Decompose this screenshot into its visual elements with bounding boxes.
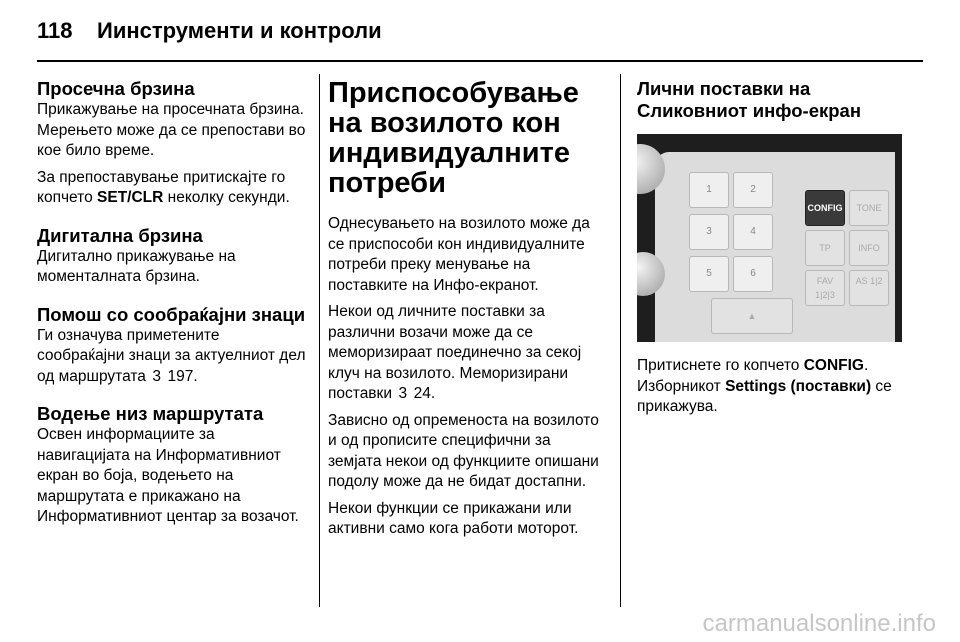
column-1 (37, 78, 307, 534)
eject-icon: ▲ (711, 298, 793, 334)
preset-key-4: 4 (733, 214, 773, 250)
preset-key-6: 6 (733, 256, 773, 292)
info-key: INFO (849, 230, 889, 266)
paragraph: За препоставување притискајте го копчето SET/CLR неколку секунди. (37, 168, 290, 206)
preset-key-2: 2 (733, 172, 773, 208)
paragraph: Дигитално прикажување на моменталната брзина. (37, 247, 236, 285)
page-header (37, 18, 382, 44)
main-section-title: Приспособување на возилото кон индивидуалните потреби (328, 77, 579, 199)
paragraph: Однесувањето на возилото може да се приспособи кон индивидуалните потреби преку менувањe на поставките на Инфо-екранот. (328, 215, 590, 294)
tp-key: TP (805, 230, 845, 266)
paragraph: Зависно од опременоста на возилото и од прописите специфични за земјата некои од функциите опишани подолу може да не бидат достапни. (328, 411, 599, 490)
paragraph: Притиснете го копчето CONFIG. (637, 357, 869, 374)
preset-key-3: 3 (689, 214, 729, 250)
section-title-route-guidance: Водење низ маршрутата (37, 403, 264, 424)
column-divider-1 (319, 74, 320, 607)
page-ref: 24. (413, 385, 436, 402)
preset-key-5: 5 (689, 256, 729, 292)
paragraph: Освен информациите за навигацијата на Информативниот екран во боја, водењето на маршрутата е прикажано на Информативниот центар за возачот. (37, 426, 299, 525)
page-ref: 197. (167, 367, 198, 385)
section-title-traffic-signs: Помош со сообраќајни знаци (37, 303, 306, 325)
button-name: SET/CLR (97, 189, 164, 206)
paragraph: Некои од личните поставки за различни возачи може да се меморизираат поединечно за секој клуч на возилото. Меморизирани поставки 3 24. (328, 302, 603, 405)
preset-key-1: 1 (689, 172, 729, 208)
chapter-title: Иинструменти и контроли (97, 18, 382, 43)
fav-key: FAV 1|2|3 (805, 270, 845, 306)
column-3 (637, 78, 907, 424)
page-number: 118 (37, 18, 73, 43)
button-name: CONFIG (803, 357, 864, 374)
column-2 (328, 78, 603, 546)
menu-name: Settings (поставки) (725, 377, 872, 395)
page-ref-arrow-icon: 3 (398, 385, 408, 402)
as-key: AS 1|2 (849, 270, 889, 306)
tone-key: TONE (849, 190, 889, 226)
column-divider-2 (620, 74, 621, 607)
section-title-digital-speed: Дигитална брзина (37, 224, 203, 246)
paragraph: Некои функции се прикажани или активни само кога работи моторот. (328, 499, 579, 537)
paragraph: Изборникот Settings (поставки) се прикажува. (637, 377, 892, 415)
watermark: carmanualsonline.info (702, 610, 936, 637)
section-title-average-speed: Просечна брзина (37, 78, 195, 99)
paragraph: Прикажување на просечната брзина. Мерењето може да се препостави во кое било време. (37, 101, 306, 159)
config-key: CONFIG (805, 190, 845, 226)
control-panel-photo (637, 134, 902, 342)
header-rule (37, 60, 923, 62)
section-title-personal-settings: Лични поставки на Сликовниот инфо-екран (637, 78, 862, 121)
paragraph: Ги означува приметените сообраќајни знаци за актуелниот дел од маршрутата 3 197. (37, 326, 307, 388)
page-ref-arrow-icon: 3 (152, 367, 162, 385)
